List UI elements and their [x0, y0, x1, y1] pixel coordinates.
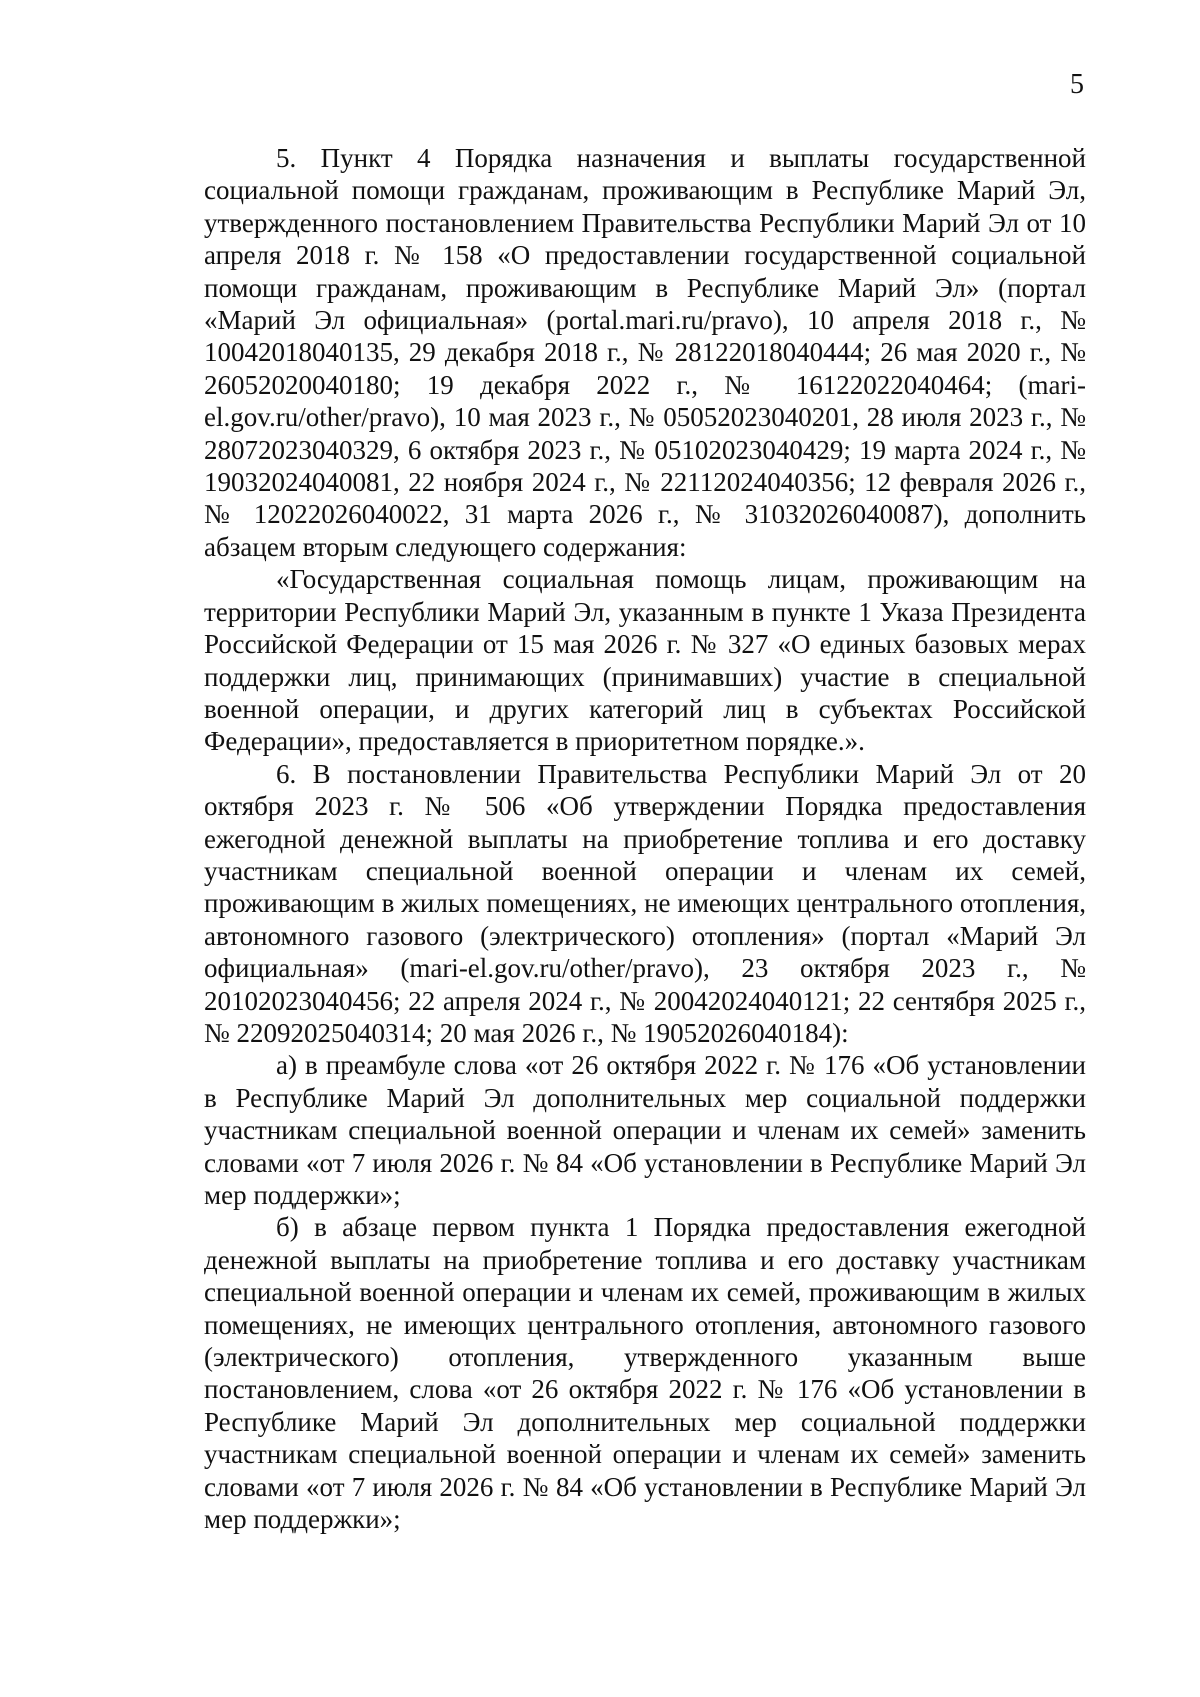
document-body — [204, 142, 1086, 1535]
paragraph-subitem-b: б) в абзаце первом пункта 1 Порядка предоставления ежегодной денежной выплаты на приобретение топлива и его доставку участникам специальной военной операции и членам их семей, проживающим в жилых помещениях, не имеющих центрального отопления, автономного газового (электрического) отопления, утвержденного указанным выше постановлением, слова «от 26 октября 2022 г. № 176 «Об установлении в Республике Марий Эл дополнительных мер социальной поддержки участникам специальной военной операции и членам их семей» заменить словами «от 7 июля 2026 г. № 84 «Об установлении в Республике Марий Эл мер поддержки»; — [204, 1212, 1086, 1535]
paragraph-quoted-addition: «Государственная социальная помощь лицам, проживающим на территории Республики Марий Эл, указанным в пункте 1 Указа Президента Российской Федерации от 15 мая 2026 г. № 327 «О единых базовых мерах поддержки лиц, принимающих (принимавших) участие в специальной военной операции, и других категорий лиц в субъектах Российской Федерации», предоставляется в приоритетном порядке.». — [204, 564, 1086, 757]
paragraph-subitem-a: а) в преамбуле слова «от 26 октября 2022 г. № 176 «Об установлении в Республике Марий Эл дополнительных мер социальной поддержки участникам специальной военной операции и членам их семей» заменить словами «от 7 июля 2026 г. № 84 «Об установлении в Республике Марий Эл мер поддержки»; — [204, 1050, 1086, 1210]
page-number: 5 — [1070, 69, 1084, 100]
paragraph-item-5: 5. Пункт 4 Порядка назначения и выплаты государственной социальной помощи гражданам, проживающим в Республике Марий Эл, утвержденного постановлением Правительства Республики Марий Эл от 10 апреля 2018 г. № 158 «О предоставлении государственной социальной помощи гражданам, проживающим в Республике Марий Эл» (портал «Марий Эл официальная» (portal.mari.ru/pravo), 10 апреля 2018 г., № 10042018040135, 29 декабря 2018 г., № 28122018040444; 26 мая 2020 г., № 26052020040180; 19 декабря 2022 г., № 16122022040464; (mari-el.gov.ru/other/pravo), 10 мая 2023 г., № 05052023040201, 28 июля 2023 г., № 28072023040329, 6 октября 2023 г., № 05102023040429; 19 марта 2024 г., № 19032024040081, 22 ноября 2024 г., № 22112024040356; 12 февраля 2026 г., № 12022026040022, 31 марта 2026 г., № 31032026040087), дополнить абзацем вторым следующего содержания: — [204, 143, 1086, 562]
paragraph-item-6: 6. В постановлении Правительства Республики Марий Эл от 20 октября 2023 г. № 506 «Об утверждении Порядка предоставления ежегодной денежной выплаты на приобретение топлива и его доставку участникам специальной военной операции и членам их семей, проживающим в жилых помещениях, не имеющих центрального отопления, автономного газового (электрического) отопления» (портал «Марий Эл официальная» (mari-el.gov.ru/other/pravo), 23 октября 2023 г., № 20102023040456; 22 апреля 2024 г., № 20042024040121; 22 сентября 2025 г., № 22092025040314; 20 мая 2026 г., № 19052026040184): — [204, 758, 1086, 1048]
